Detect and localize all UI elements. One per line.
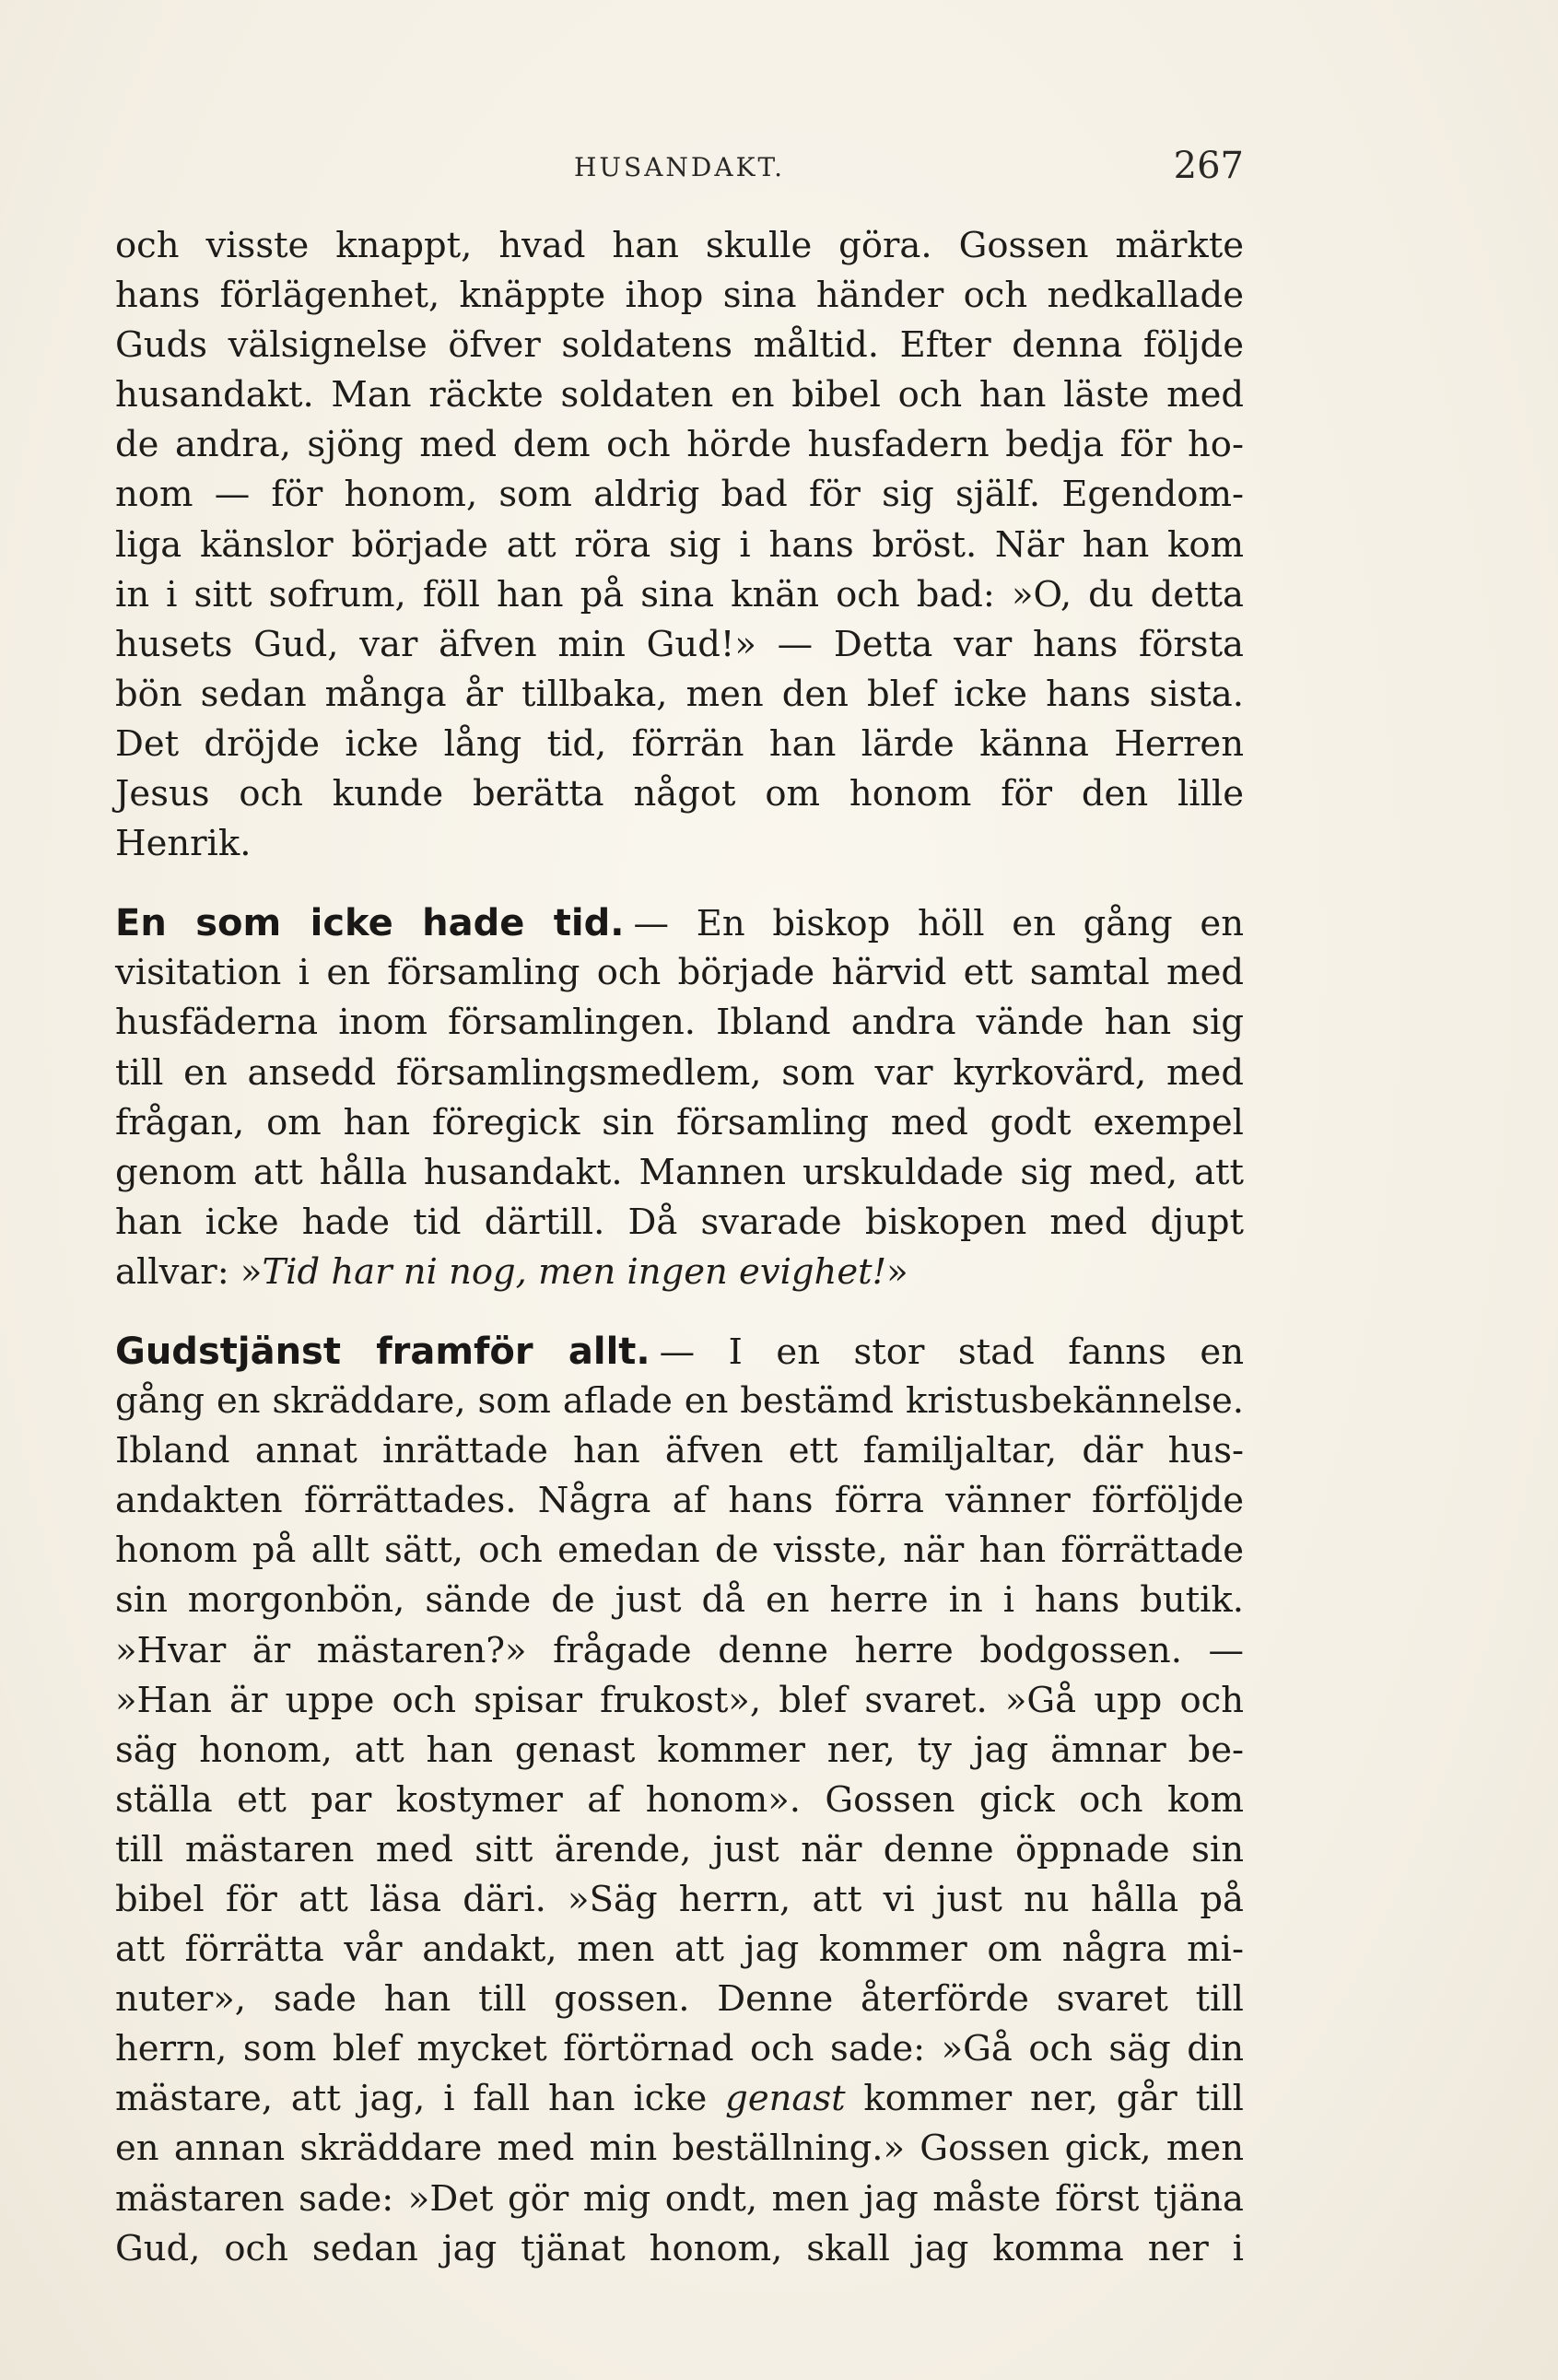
text-line: till mästaren med sitt ärende, just när denne öppnade sin [115, 1828, 1244, 1870]
italic-word: genast [725, 2078, 846, 2120]
text-line: frågan, om han föregick sin församling med godt exempel [115, 1101, 1244, 1143]
body-text [115, 221, 1244, 2274]
text-line: mästaren sade: »Det gör mig ondt, men jag måste först tjäna [115, 2177, 1244, 2220]
page-header [115, 145, 1244, 207]
section-en-som-icke-hade-tid [115, 898, 1244, 1297]
text-line: en annan skräddare med min beställning.» Gossen gick, men [115, 2128, 1244, 2170]
text-line: hans förlägenhet, knäppte ihop sina händer och nedkallade [115, 275, 1244, 317]
text-run: — En biskop höll en gång en [633, 903, 1244, 945]
text-line: »Han är uppe och spisar frukost», blef svaret. »Gå upp och [115, 1679, 1244, 1721]
text-line: bibel för att läsa däri. »Säg herrn, att vi just nu hålla på [115, 1879, 1244, 1920]
text-line: husfäderna inom församlingen. Ibland andra vände han sig [115, 1002, 1244, 1044]
text-line: Det dröjde icke lång tid, förrän han lärde känna Herren [115, 722, 1244, 765]
text-line: och visste knappt, hvad han skulle göra. Gossen märkte [115, 225, 1244, 266]
text-line: bön sedan många år tillbaka, men den blef icke hans sista. [115, 673, 1244, 715]
text-line: gång en skräddare, som aflade en bestämd kristusbekännelse. [115, 1380, 1244, 1423]
text-line: nom — för honom, som aldrig bad för sig själf. Egendom- [115, 474, 1244, 516]
text-run: » [886, 1250, 908, 1293]
section-first-line [115, 898, 1244, 948]
text-line: »Hvar är mästaren?» frågade denne herre bodgossen. — [115, 1629, 1244, 1671]
text-line: säg honom, att han genast kommer ner, ty jag ämnar be- [115, 1729, 1244, 1771]
text-line: att förrätta vår andakt, men att jag kommer om några mi- [115, 1929, 1244, 1971]
text-line: sin morgonbön, sände de just då en herre in i hans butik. [115, 1579, 1244, 1622]
text-line [115, 1248, 1244, 1297]
page-number: 267 [1173, 145, 1244, 187]
text-line: ställa ett par kostymer af honom». Gossen gick och kom [115, 1778, 1244, 1821]
section-first-line [115, 1327, 1244, 1377]
text-line: honom på allt sätt, och emedan de visste, när han förrättade [115, 1530, 1244, 1572]
text-line: han icke hade tid därtill. Då svarade biskopen med djupt [115, 1201, 1244, 1243]
text-line: husandakt. Man räckte soldaten en bibel och han läste med [115, 374, 1244, 416]
text-line: andakten förrättades. Några af hans förra vänner förföljde [115, 1480, 1244, 1522]
text-run: allvar: » [115, 1250, 263, 1293]
text-line: visitation i en församling och började härvid ett samtal med [115, 952, 1244, 994]
text-line: Gud, och sedan jag tjänat honom, skall jag komma ner i [115, 2227, 1244, 2269]
running-head: HUSANDAKT. [574, 152, 785, 182]
section-heading: En som icke hade tid. [115, 902, 625, 945]
text-line: de andra, sjöng med dem och hörde husfadern bedja för ho- [115, 424, 1244, 466]
text-line: Guds välsignelse öfver soldatens måltid. Efter denna följde [115, 324, 1244, 367]
text-line: herrn, som blef mycket förtörnad och sade: »Gå och säg din [115, 2028, 1244, 2070]
text-line: liga känslor började att röra sig i hans bröst. När han kom [115, 523, 1244, 566]
text-line: genom att hålla husandakt. Mannen urskuldade sig med, att [115, 1151, 1244, 1193]
italic-quote: Tid har ni nog, men ingen evighet! [262, 1250, 887, 1293]
section-heading: Gudstjänst framför allt. [115, 1330, 650, 1373]
text-line [115, 2074, 1244, 2124]
text-line: nuter», sade han till gossen. Denne återförde svaret till [115, 1978, 1244, 2021]
text-line: husets Gud, var äfven min Gud!» — Detta var hans första [115, 623, 1244, 665]
text-line: till en ansedd församlingsmedlem, som var kyrkovärd, med [115, 1051, 1244, 1094]
text-line: Jesus och kunde berätta något om honom för den lille [115, 773, 1244, 815]
paragraph-continued [115, 221, 1244, 869]
section-gudstjanst-framfor-allt [115, 1327, 1244, 2274]
text-run: — I en stor stad fanns en [659, 1331, 1244, 1373]
text-line: Ibland annat inrättade han äfven ett familjaltar, där hus- [115, 1430, 1244, 1472]
text-run: mästare, att jag, i fall han icke [115, 2078, 726, 2120]
text-line: in i sitt sofrum, föll han på sina knän och bad: »O, du detta [115, 573, 1244, 616]
text-line: Henrik. [115, 823, 252, 865]
text-run: kommer ner, går till [845, 2078, 1244, 2120]
